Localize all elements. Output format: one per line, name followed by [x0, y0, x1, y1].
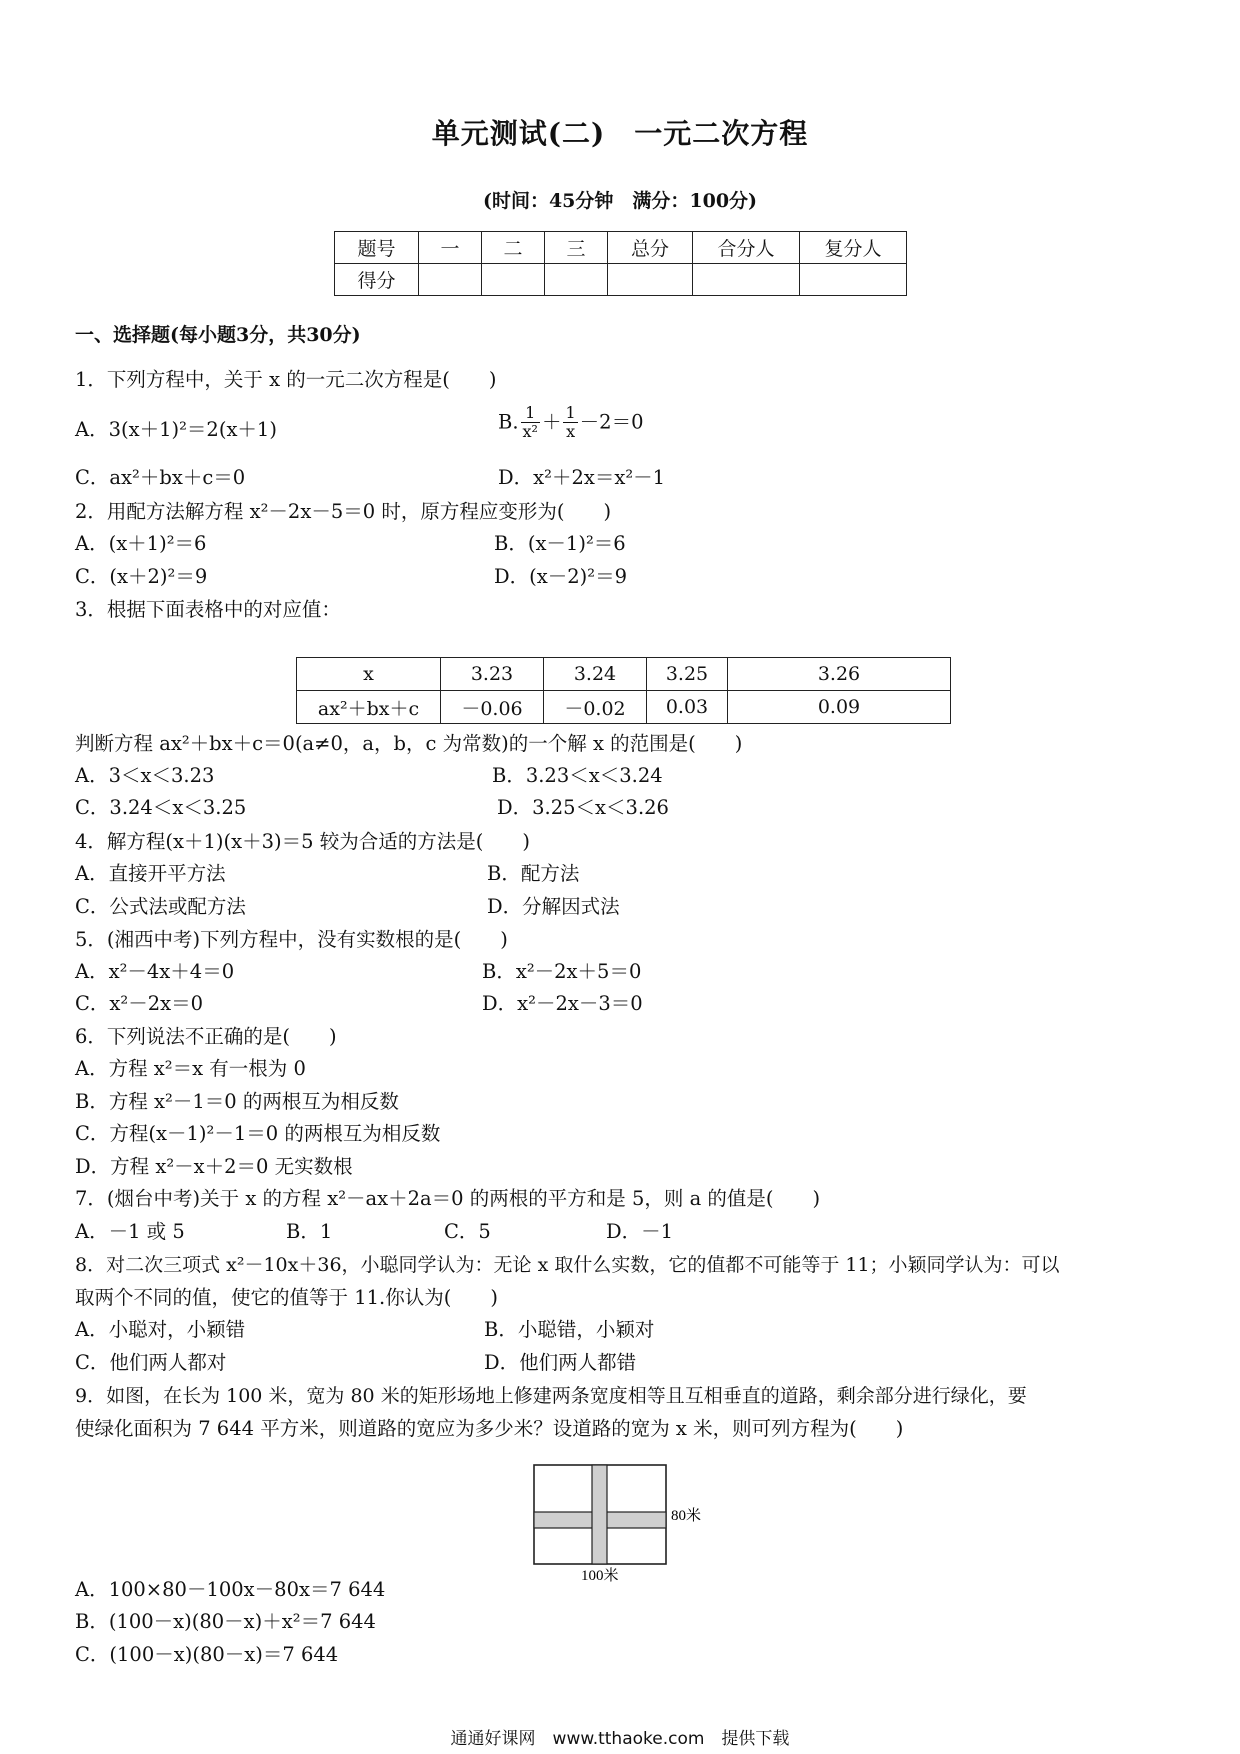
q8-option-d: D．他们两人都错 — [484, 1351, 637, 1374]
fraction — [521, 404, 540, 441]
q3-option-a: A．3＜x＜3.23 — [75, 764, 215, 787]
q7-stem: 7．(烟台中考)关于 x 的方程 x²－ax＋2a＝0 的两根的平方和是 5，则 a 的值是( ) — [75, 1187, 821, 1210]
q1-option-a: A．3(x＋1)²＝2(x＋1) — [75, 418, 277, 441]
value-cell: －0.06 — [441, 691, 544, 724]
score-header-cell: 合分人 — [693, 232, 800, 264]
fraction-numerator: 1 — [565, 403, 576, 422]
q5-option-a: A．x²－4x＋4＝0 — [75, 960, 235, 983]
q8-option-a: A．小聪对，小颖错 — [75, 1318, 246, 1341]
q2-option-c: C．(x＋2)²＝9 — [75, 565, 208, 588]
q9-option-a: A．100×80－100x－80x＝7 644 — [75, 1578, 386, 1601]
q7-option-a: A．－1 或 5 — [75, 1220, 185, 1243]
q9-option-c: C．(100－x)(80－x)＝7 644 — [75, 1643, 339, 1666]
fraction-denominator: x — [566, 422, 576, 441]
score-cell — [419, 264, 482, 296]
q4-option-d: D．分解因式法 — [487, 895, 620, 918]
q1-option-b-prefix: B. — [498, 410, 519, 434]
q2-stem: 2．用配方法解方程 x²－2x－5＝0 时，原方程应变形为( ) — [75, 500, 612, 523]
q8-stem-line1: 8．对二次三项式 x²－10x＋36，小聪同学认为：无论 x 取什么实数，它的值都不可能等于 11；小颖同学认为：可以 — [75, 1254, 1060, 1276]
q8-option-b: B．小聪错，小颖对 — [484, 1318, 655, 1341]
q3-option-c: C．3.24＜x＜3.25 — [75, 796, 247, 819]
score-table-header-row — [335, 232, 907, 264]
q2-option-b: B．(x－1)²＝6 — [494, 532, 626, 555]
fraction-numerator: 1 — [521, 404, 540, 423]
q4-stem: 4．解方程(x＋1)(x＋3)＝5 较为合适的方法是( ) — [75, 830, 530, 853]
q5-option-d: D．x²－2x－3＝0 — [482, 992, 643, 1015]
q6-stem: 6．下列说法不正确的是( ) — [75, 1025, 337, 1048]
score-cell — [482, 264, 545, 296]
value-cell: 0.09 — [728, 691, 951, 724]
q3-option-d: D．3.25＜x＜3.26 — [497, 796, 669, 819]
q3-stem: 3．根据下面表格中的对应值： — [75, 598, 341, 621]
q4-option-b: B．配方法 — [487, 862, 580, 885]
value-cell: x — [297, 658, 441, 691]
exam-info: (时间：45分钟 满分：100分) — [482, 190, 758, 212]
fraction-denominator: x² — [522, 422, 538, 441]
q6-option-b: B．方程 x²－1＝0 的两根互为相反数 — [75, 1090, 399, 1113]
score-header-cell: 一 — [419, 232, 482, 264]
q7-option-c: C．5 — [444, 1220, 491, 1243]
q6-option-a: A．方程 x²＝x 有一根为 0 — [75, 1057, 306, 1080]
score-header-cell: 总分 — [608, 232, 693, 264]
q9-stem-line2: 使绿化面积为 7 644 平方米，则道路的宽应为多少米？设道路的宽为 x 米，则可列方程为( ) — [75, 1417, 904, 1440]
value-cell: 3.24 — [544, 658, 647, 691]
page-title: 单元测试(二) 一元二次方程 — [431, 117, 809, 150]
value-cell: 0.03 — [647, 691, 728, 724]
q4-option-c: C．公式法或配方法 — [75, 895, 246, 918]
value-cell: －0.02 — [544, 691, 647, 724]
value-cell: 3.23 — [441, 658, 544, 691]
q5-stem: 5．(湘西中考)下列方程中，没有实数根的是( ) — [75, 928, 508, 951]
fraction — [563, 404, 577, 441]
score-cell — [545, 264, 608, 296]
width-label: 100米 — [581, 1568, 619, 1584]
q4-option-a: A．直接开平方法 — [75, 862, 226, 885]
q1-option-b — [498, 404, 644, 441]
q9-stem-line1: 9．如图，在长为 100 米，宽为 80 米的矩形场地上修建两条宽度相等且互相垂直的道路，剩余部分进行绿化，要 — [75, 1385, 1027, 1407]
field-diagram — [525, 1458, 725, 1588]
score-header-cell: 题号 — [335, 232, 419, 264]
score-cell — [693, 264, 800, 296]
q1-option-b-suffix: －2＝0 — [579, 410, 644, 434]
value-cell: 3.26 — [728, 658, 951, 691]
q6-option-c: C．方程(x－1)²－1＝0 的两根互为相反数 — [75, 1122, 441, 1145]
value-table — [296, 657, 951, 724]
q6-option-d: D．方程 x²－x＋2＝0 无实数根 — [75, 1155, 353, 1178]
score-header-cell: 复分人 — [800, 232, 907, 264]
q5-option-b: B．x²－2x＋5＝0 — [482, 960, 642, 983]
q7-option-d: D．－1 — [606, 1220, 674, 1243]
q8-stem-line2: 取两个不同的值，使它的值等于 11.你认为( ) — [75, 1286, 498, 1309]
plus-sign: ＋ — [541, 410, 562, 434]
value-cell: ax²＋bx＋c — [297, 691, 441, 724]
q1-option-c: C．ax²＋bx＋c＝0 — [75, 466, 246, 489]
value-table-row — [297, 691, 951, 724]
score-table — [334, 231, 907, 296]
q7-option-b: B．1 — [286, 1220, 333, 1243]
q1-stem: 1．下列方程中，关于 x 的一元二次方程是( ) — [75, 368, 497, 391]
score-header-cell: 三 — [545, 232, 608, 264]
q1-option-d: D．x²＋2x＝x²－1 — [498, 466, 666, 489]
q5-option-c: C．x²－2x＝0 — [75, 992, 204, 1015]
score-cell — [608, 264, 693, 296]
height-label: 80米 — [671, 1508, 702, 1524]
score-table-score-row — [335, 264, 907, 296]
section-heading: 一、选择题(每小题3分，共30分) — [75, 324, 361, 346]
q3-option-b: B．3.23＜x＜3.24 — [492, 764, 663, 787]
road-intersection — [593, 1513, 606, 1527]
q3-judge: 判断方程 ax²＋bx＋c＝0(a≠0，a，b，c 为常数)的一个解 x 的范围是( ) — [75, 732, 743, 755]
score-cell — [800, 264, 907, 296]
score-header-cell: 二 — [482, 232, 545, 264]
value-cell: 3.25 — [647, 658, 728, 691]
q2-option-d: D．(x－2)²＝9 — [494, 565, 627, 588]
q9-option-b: B．(100－x)(80－x)＋x²＝7 644 — [75, 1610, 376, 1633]
footer-credit: 通通好课网 www.tthaoke.com 提供下载 — [450, 1729, 790, 1749]
score-row-label: 得分 — [335, 264, 419, 296]
value-table-row — [297, 658, 951, 691]
q8-option-c: C．他们两人都对 — [75, 1351, 227, 1374]
q2-option-a: A．(x＋1)²＝6 — [75, 532, 207, 555]
